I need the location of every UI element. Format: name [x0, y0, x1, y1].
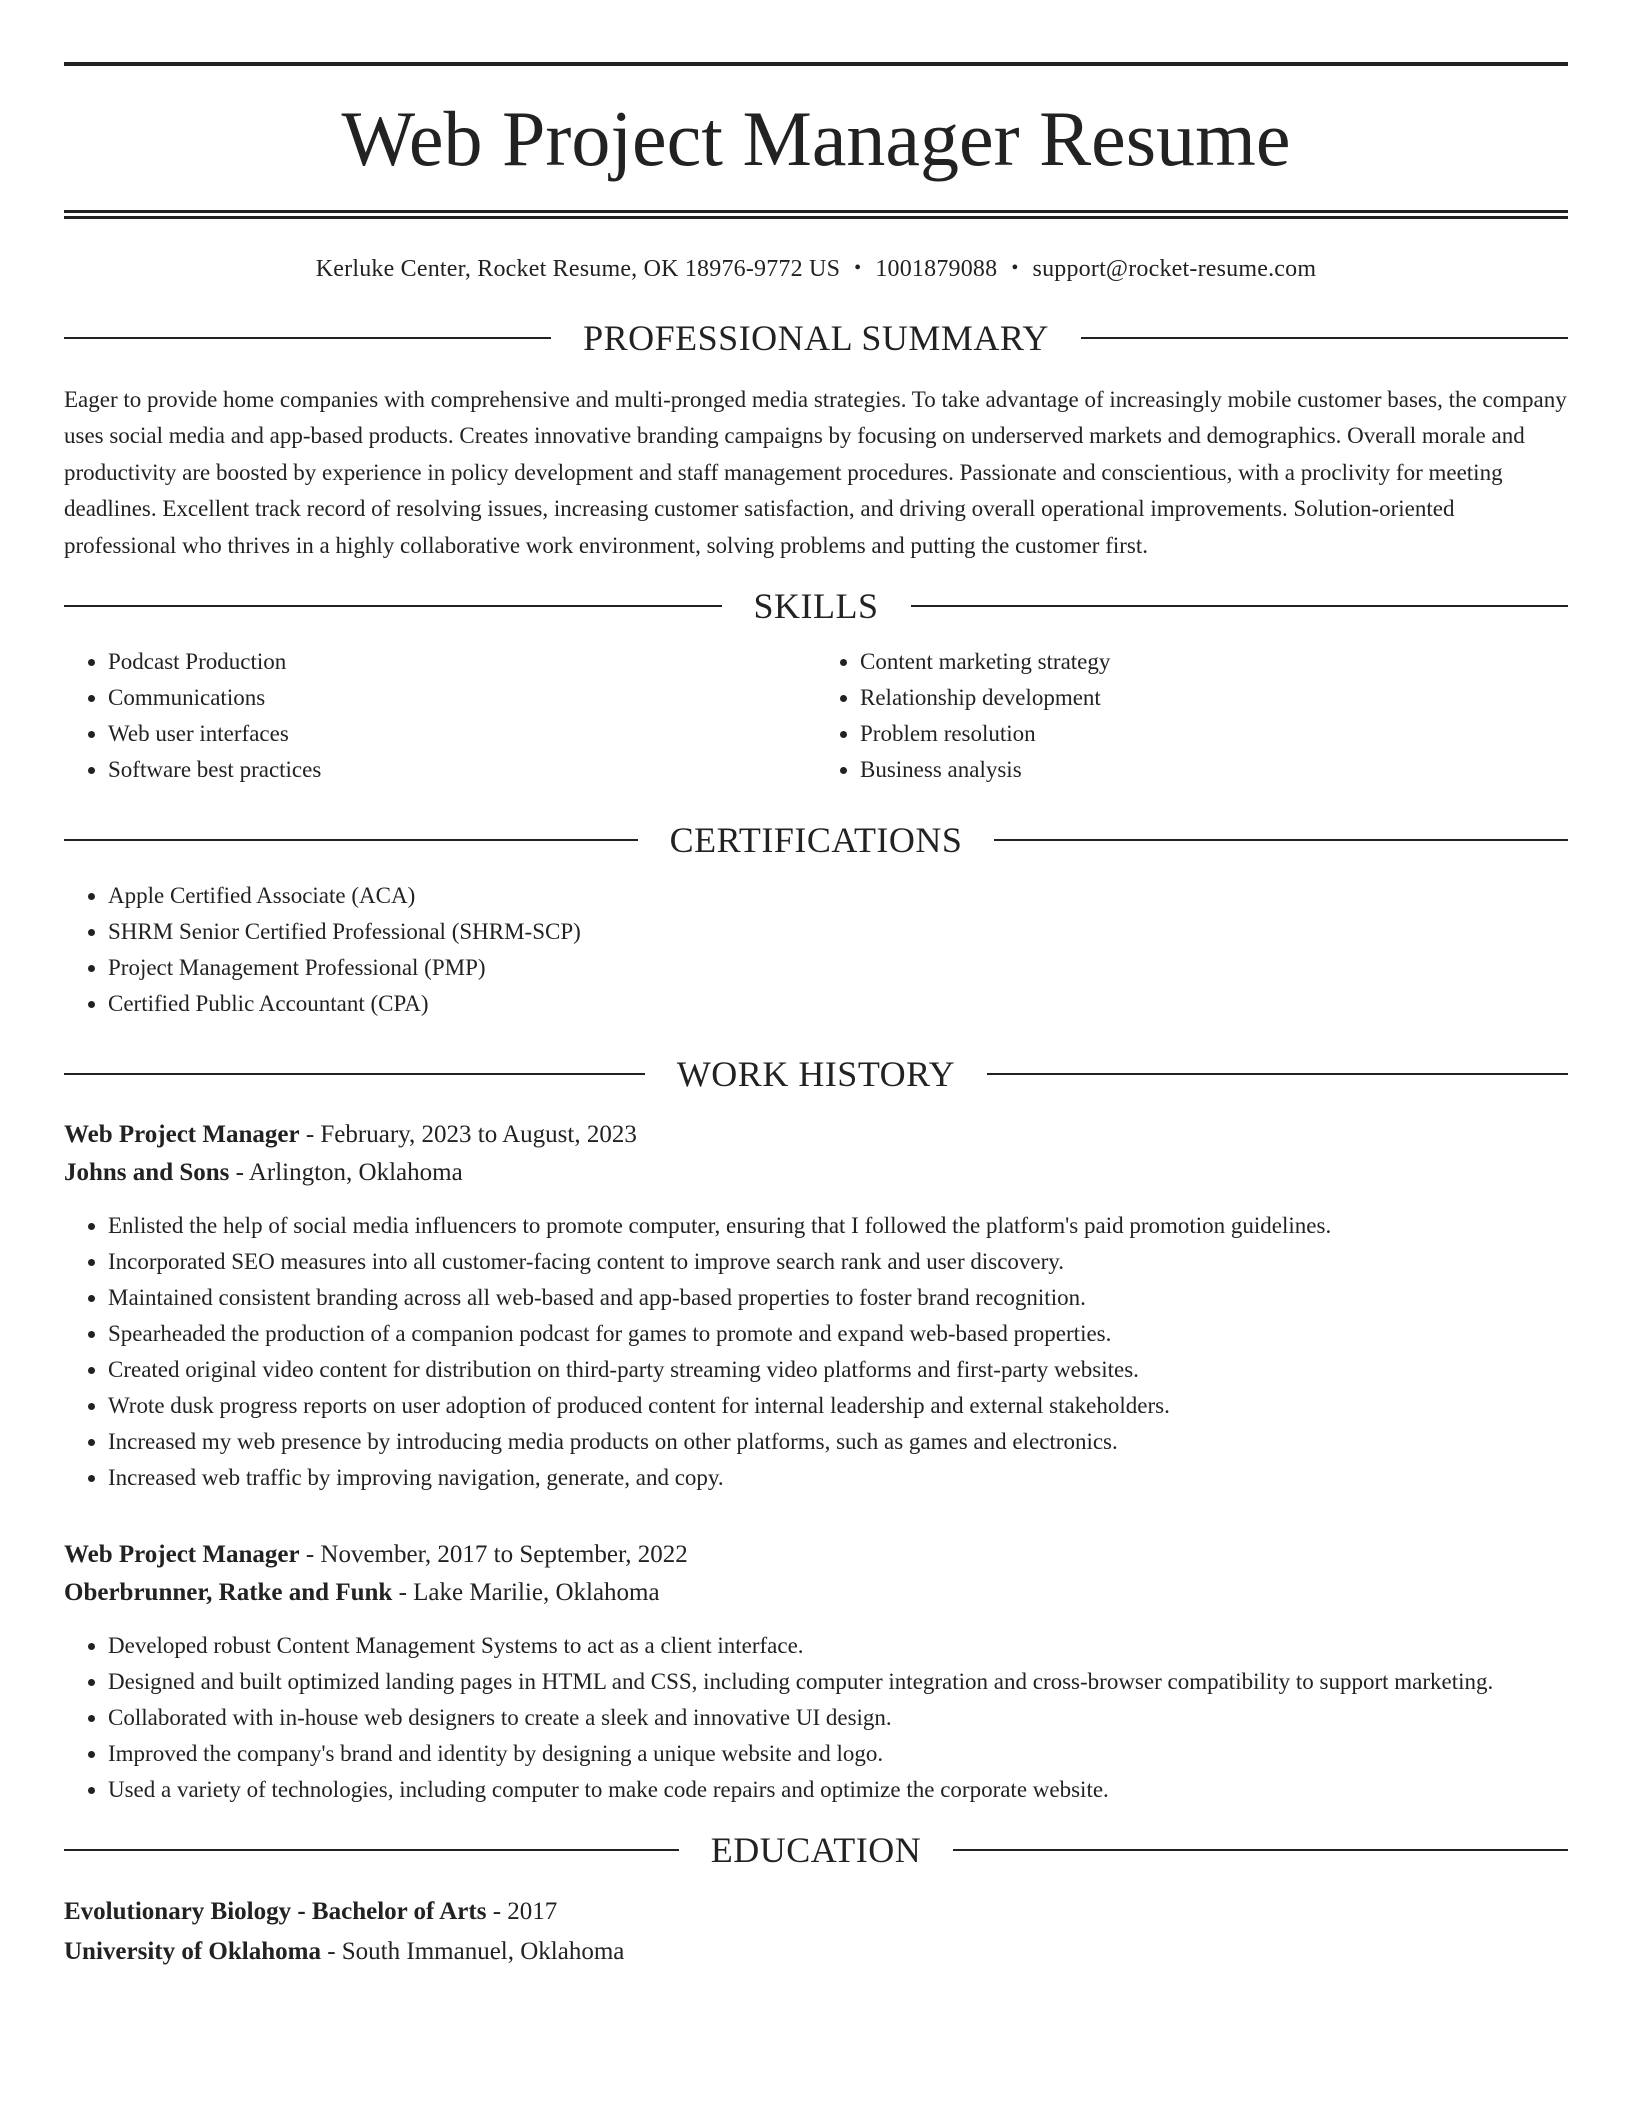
- page-title: Web Project Manager Resume: [341, 95, 1291, 182]
- contact-address: Kerluke Center, Rocket Resume, OK 18976-9772 US: [315, 256, 841, 282]
- skill-item: • Problem resolution: [860, 716, 1568, 752]
- certification-item: • SHRM Senior Certified Professional (SHRM-SCP): [108, 914, 1568, 950]
- section-title-skills: SKILLS: [753, 586, 879, 627]
- contact-phone: 1001879088: [875, 256, 998, 282]
- job-bullet: • Increased my web presence by introducing media products on other platforms, such as games and electronics.: [108, 1424, 1568, 1460]
- education-location: - South Immanuel, Oklahoma: [320, 1938, 625, 1966]
- section-rule: [994, 839, 1568, 841]
- job-bullet: • Enlisted the help of social media influencers to promote computer, ensuring that I followed the platform's paid promotion guidelines.: [108, 1208, 1568, 1244]
- education-year: - 2017: [486, 1898, 558, 1926]
- job-bullet: • Maintained consistent branding across all web-based and app-based properties to foster brand recognition.: [108, 1280, 1568, 1316]
- job-company: Oberbrunner, Ratke and Funk: [64, 1579, 393, 1607]
- job-entry: [64, 1116, 1568, 1496]
- skill-item: • Software best practices: [108, 752, 816, 788]
- education-entry: [64, 1892, 1568, 1972]
- title-double-rule: [64, 210, 1568, 219]
- section-rule: [64, 1849, 679, 1851]
- job-bullets: [64, 1208, 1568, 1496]
- skill-item: • Podcast Production: [108, 644, 816, 680]
- job-location: - Lake Marilie, Oklahoma: [392, 1579, 660, 1607]
- skill-item: • Business analysis: [860, 752, 1568, 788]
- section-title-certifications: CERTIFICATIONS: [669, 820, 963, 861]
- job-company-line: [64, 1574, 1568, 1612]
- education-school-line: [64, 1932, 1568, 1972]
- skills-columns: [64, 644, 1568, 788]
- certification-item: • Project Management Professional (PMP): [108, 950, 1568, 986]
- contact-separator: •: [1011, 257, 1019, 279]
- skill-item: • Communications: [108, 680, 816, 716]
- top-rule: [64, 62, 1568, 66]
- section-rule: [64, 605, 722, 607]
- section-header-summary: [64, 317, 1568, 358]
- job-bullet: • Spearheaded the production of a companion podcast for games to promote and expand web-based properties.: [108, 1316, 1568, 1352]
- section-rule: [1081, 337, 1568, 339]
- contact-line: [64, 255, 1568, 284]
- section-rule: [64, 839, 638, 841]
- skills-list-right: [816, 644, 1568, 788]
- contact-separator: •: [854, 257, 862, 279]
- job-title-line: [64, 1536, 1568, 1574]
- section-rule: [987, 1073, 1568, 1075]
- section-rule: [64, 1073, 645, 1075]
- job-bullets: [64, 1628, 1568, 1808]
- skill-item: • Content marketing strategy: [860, 644, 1568, 680]
- section-title-work: WORK HISTORY: [676, 1054, 956, 1095]
- job-bullet: • Improved the company's brand and identity by designing a unique website and logo.: [108, 1736, 1568, 1772]
- job-dates: - November, 2017 to September, 2022: [299, 1541, 688, 1569]
- job-bullet: • Developed robust Content Management Systems to act as a client interface.: [108, 1628, 1568, 1664]
- certification-item: • Certified Public Accountant (CPA): [108, 986, 1568, 1022]
- section-header-education: [64, 1830, 1568, 1871]
- skill-item: • Web user interfaces: [108, 716, 816, 752]
- job-bullet: • Incorporated SEO measures into all customer-facing content to improve search rank and user discovery.: [108, 1244, 1568, 1280]
- certifications-list: [64, 878, 1568, 1022]
- section-title-summary: PROFESSIONAL SUMMARY: [583, 317, 1049, 358]
- job-bullet: • Collaborated with in-house web designers to create a sleek and innovative UI design.: [108, 1700, 1568, 1736]
- section-header-certifications: [64, 820, 1568, 861]
- job-title-line: [64, 1116, 1568, 1154]
- job-entry: [64, 1536, 1568, 1808]
- job-dates: - February, 2023 to August, 2023: [299, 1121, 637, 1149]
- job-bullet: • Created original video content for distribution on third-party streaming video platforms and first-party websites.: [108, 1352, 1568, 1388]
- section-header-work: [64, 1054, 1568, 1095]
- skills-list-left: [64, 644, 816, 788]
- section-header-skills: [64, 586, 1568, 627]
- job-bullet: • Used a variety of technologies, including computer to make code repairs and optimize the corporate website.: [108, 1772, 1568, 1808]
- contact-email: support@rocket-resume.com: [1032, 256, 1317, 282]
- section-rule: [64, 337, 551, 339]
- job-bullet: • Designed and built optimized landing pages in HTML and CSS, including computer integration and cross-browser compatibility to support marketing.: [108, 1664, 1568, 1700]
- section-rule: [953, 1849, 1568, 1851]
- skill-item: • Relationship development: [860, 680, 1568, 716]
- education-degree: Evolutionary Biology - Bachelor of Arts: [64, 1898, 487, 1926]
- job-bullet: • Wrote dusk progress reports on user adoption of produced content for internal leadership and external stakeholders.: [108, 1388, 1568, 1424]
- education-school: University of Oklahoma: [64, 1938, 321, 1966]
- job-title: Web Project Manager: [64, 1541, 300, 1569]
- job-company-line: [64, 1154, 1568, 1192]
- section-rule: [911, 605, 1569, 607]
- education-degree-line: [64, 1892, 1568, 1932]
- certification-item: • Apple Certified Associate (ACA): [108, 878, 1568, 914]
- job-bullet: • Increased web traffic by improving navigation, generate, and copy.: [108, 1460, 1568, 1496]
- section-title-education: EDUCATION: [710, 1830, 922, 1871]
- job-location: - Arlington, Oklahoma: [229, 1159, 463, 1187]
- job-company: Johns and Sons: [64, 1159, 230, 1187]
- job-title: Web Project Manager: [64, 1121, 300, 1149]
- summary-text: Eager to provide home companies with comprehensive and multi-pronged media strategies. To take advantage of increasingly mobile customer bases, the company uses social media and app-based products. Creates innovative branding campaigns by focusing on underserved markets and demographics. Overall morale and productivity are boosted by experience in policy development and staff management procedures. Passionate and conscientious, with a proclivity for meeting deadlines. Excellent track record of resolving issues, increasing customer satisfaction, and driving overall operational improvements. Solution-oriented professional who thrives in a highly collaborative work environment, solving problems and putting the customer first.: [64, 386, 1567, 558]
